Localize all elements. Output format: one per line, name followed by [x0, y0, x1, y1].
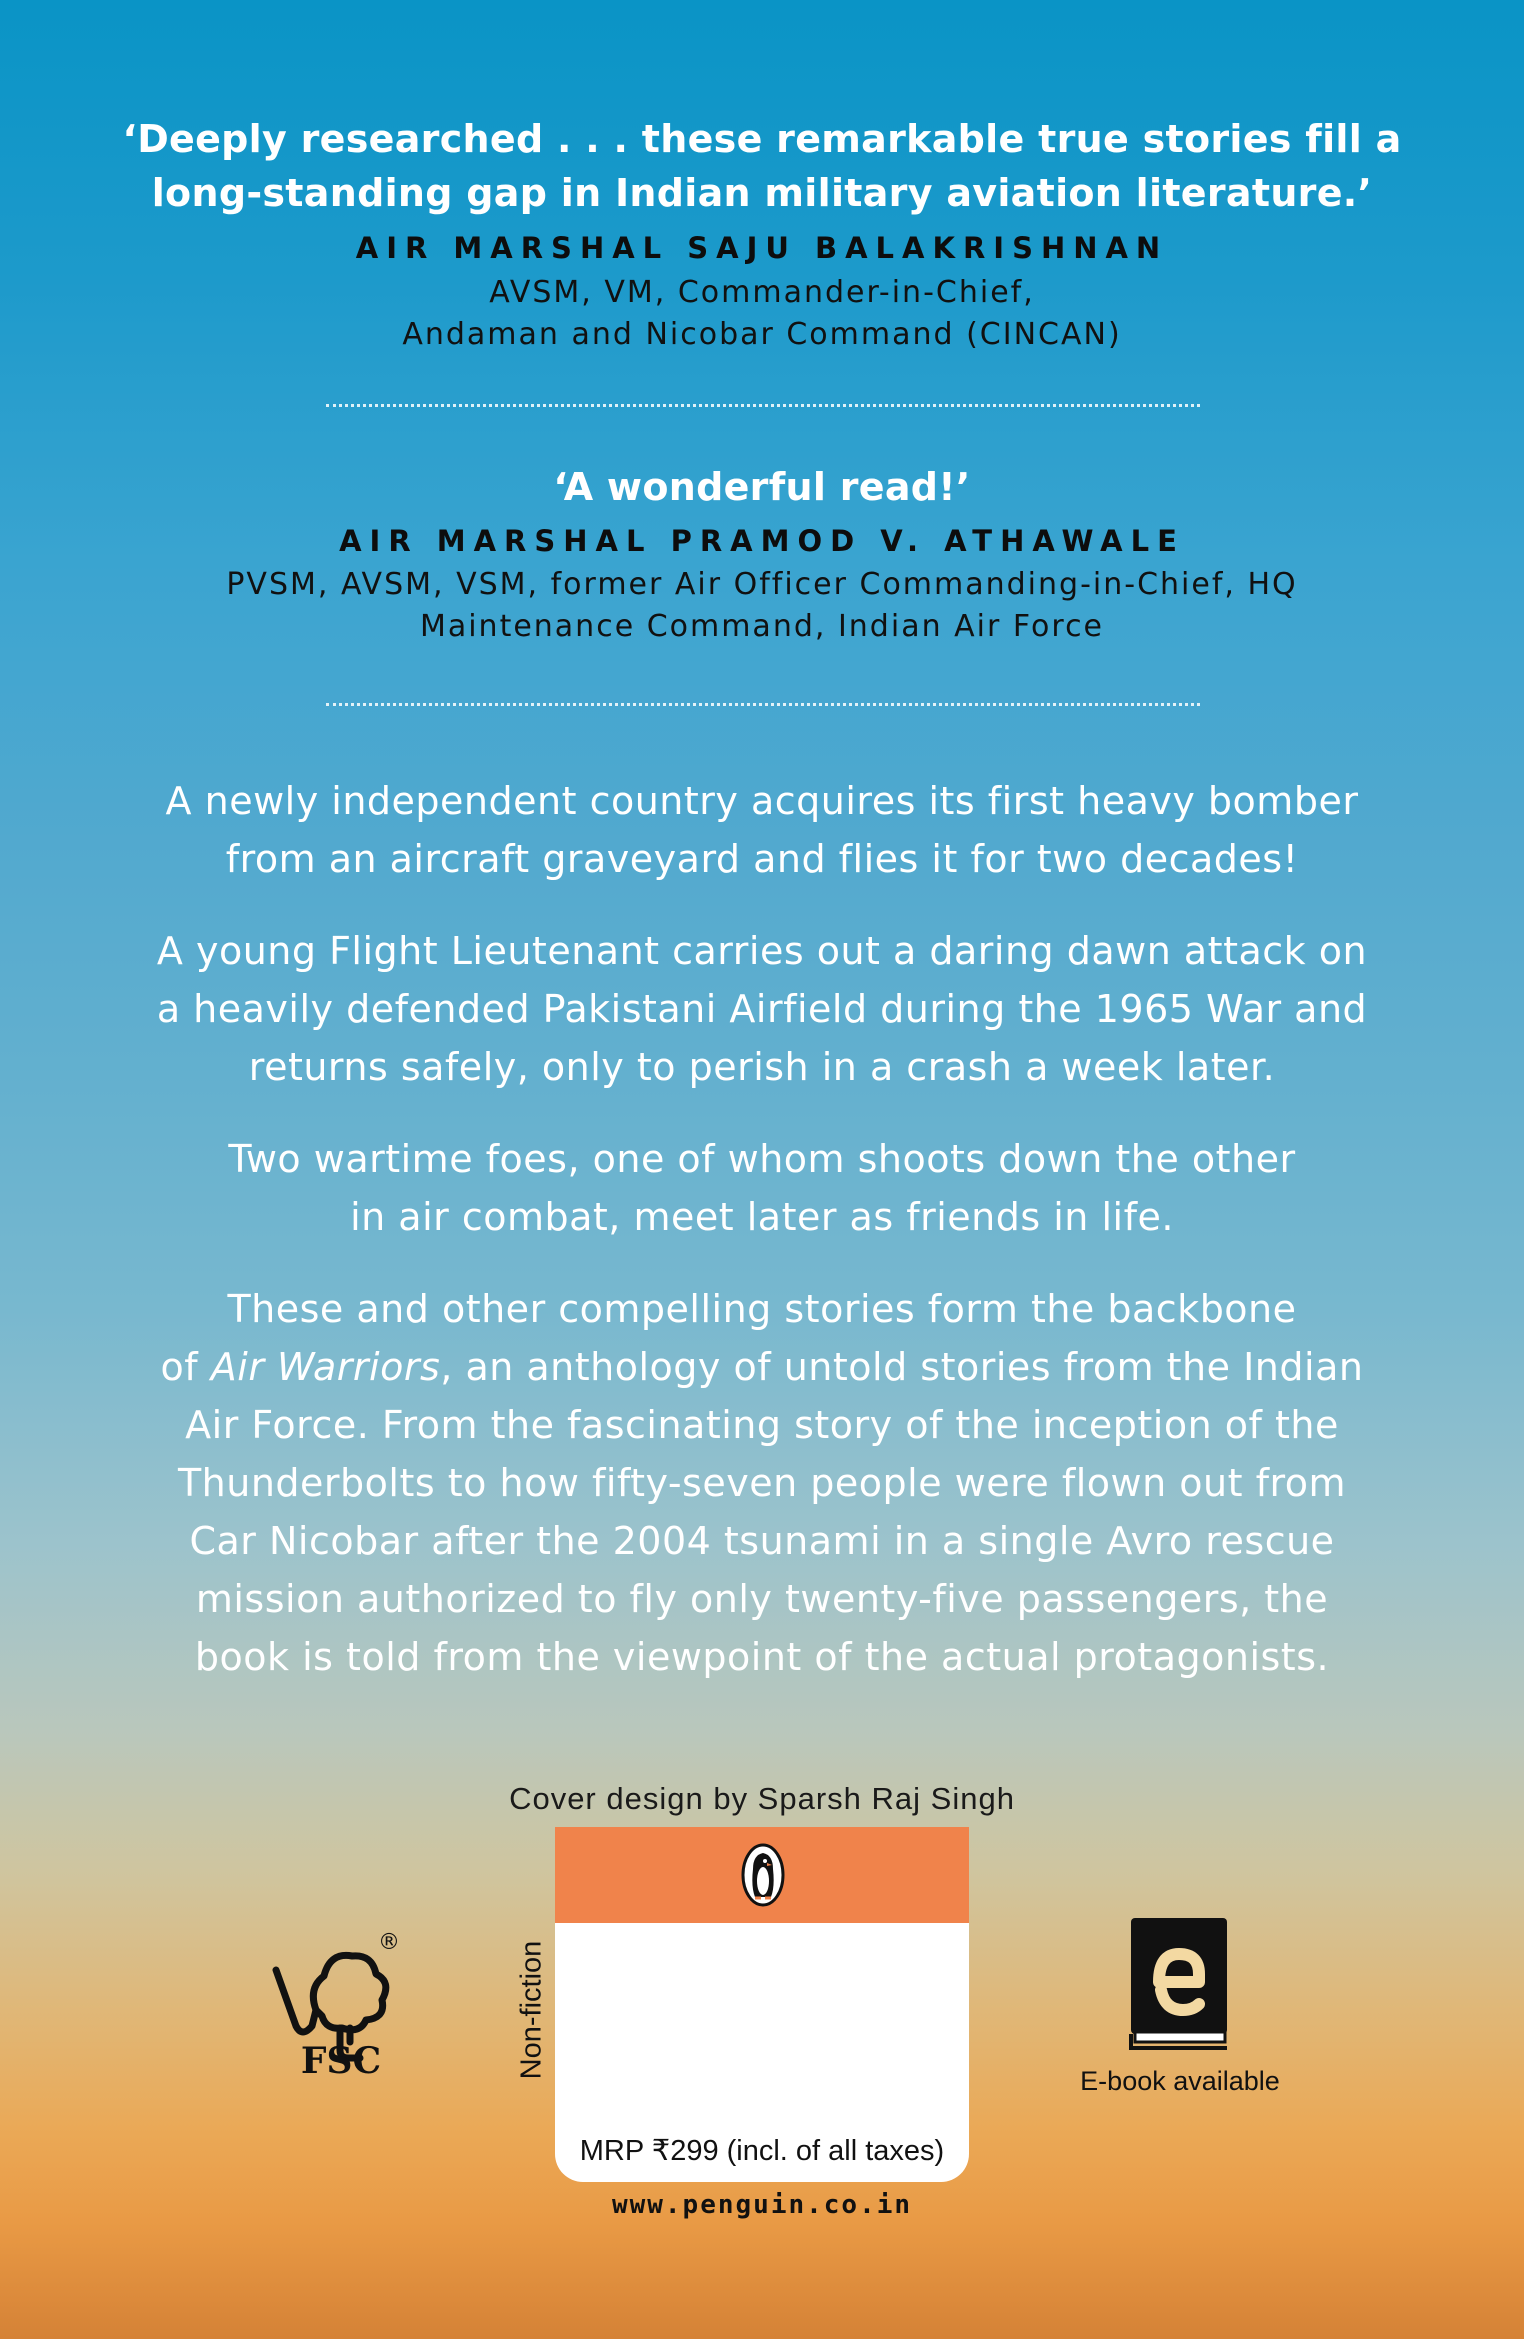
divider-2: [326, 703, 1200, 706]
paragraph-4-line-7: book is told from the viewpoint of the actual protagonists.: [194, 1635, 1330, 1679]
blurb-quote-1-line-2: long-standing gap in Indian military aviation literature.’: [151, 171, 1373, 215]
paragraph-4-line-2-pre: of: [160, 1345, 211, 1389]
book-title: Air Warriors: [210, 1345, 441, 1389]
blurb-quote-1: [0, 112, 1524, 220]
paragraph-4-line-6: mission authorized to fly only twenty-five passengers, the: [195, 1577, 1329, 1621]
description-paragraph-4: [0, 1280, 1524, 1686]
paragraph-4-line-4: Thunderbolts to how fifty-seven people were flown out from: [177, 1461, 1347, 1505]
paragraph-4-line-5: Car Nicobar after the 2004 tsunami in a single Avro rescue: [189, 1519, 1335, 1563]
cover-design-credit: Cover design by Sparsh Raj Singh: [509, 1781, 1015, 1816]
blurb-credentials-2-line-1: PVSM, AVSM, VSM, former Air Officer Commanding-in-Chief, HQ: [226, 567, 1298, 602]
description-paragraph-1: [0, 772, 1524, 888]
paragraph-4-line-1: These and other compelling stories form the backbone: [227, 1287, 1297, 1331]
description-paragraph-2: [0, 922, 1524, 1096]
paragraph-4-line-2-post: , an anthology of untold stories from the Indian: [440, 1345, 1364, 1389]
paragraph-4-line-3: Air Force. From the fascinating story of the inception of the: [185, 1403, 1339, 1447]
price-label: MRP ₹299 (incl. of all taxes): [579, 2135, 945, 2167]
price-box: [555, 1827, 969, 2182]
genre-label: Non-fiction: [515, 1940, 548, 2080]
paragraph-4-line-2: [0, 1338, 1524, 1396]
blurb-quote-2: ‘A wonderful read!’: [553, 465, 971, 509]
blurb-credentials-1: [0, 272, 1524, 356]
blurb-credentials-2: [0, 564, 1524, 648]
fsc-registered-mark: ®: [378, 1930, 400, 1955]
paragraph-3-line-1: Two wartime foes, one of whom shoots down the other: [228, 1137, 1296, 1181]
price-box-band: [555, 1827, 969, 1923]
blurb-author-1: AIR MARSHAL SAJU BALAKRISHNAN: [355, 231, 1169, 265]
publisher-url[interactable]: www.penguin.co.in: [611, 2190, 913, 2220]
paragraph-2-line-3: returns safely, only to perish in a crash a week later.: [248, 1045, 1276, 1089]
paragraph-3-line-2: in air combat, meet later as friends in life.: [350, 1195, 1174, 1239]
blurb-author-2: AIR MARSHAL PRAMOD V. ATHAWALE: [339, 524, 1185, 558]
paragraph-2-line-2: a heavily defended Pakistani Airfield during the 1965 War and: [156, 987, 1368, 1031]
paragraph-1-line-1: A newly independent country acquires its first heavy bomber: [165, 779, 1359, 823]
divider-1: [326, 404, 1200, 407]
genre-label-container: [512, 1930, 552, 2090]
penguin-logo-icon: [741, 1843, 785, 1907]
description-paragraph-3: [0, 1130, 1524, 1246]
blurb-quote-1-line-1: ‘Deeply researched . . . these remarkable true stories fill a: [122, 117, 1402, 161]
fsc-label: FSC: [300, 2040, 382, 2082]
paragraph-1-line-2: from an aircraft graveyard and flies it for two decades!: [225, 837, 1299, 881]
blurb-credentials-1-line-1: AVSM, VM, Commander-in-Chief,: [489, 275, 1035, 310]
ebook-label: E-book available: [1080, 2066, 1280, 2096]
paragraph-2-line-1: A young Flight Lieutenant carries out a daring dawn attack on: [156, 929, 1368, 973]
blurb-credentials-2-line-2: Maintenance Command, Indian Air Force: [419, 609, 1105, 644]
blurb-credentials-1-line-2: Andaman and Nicobar Command (CINCAN): [402, 317, 1122, 352]
ebook-e-icon: [1127, 1914, 1231, 2050]
